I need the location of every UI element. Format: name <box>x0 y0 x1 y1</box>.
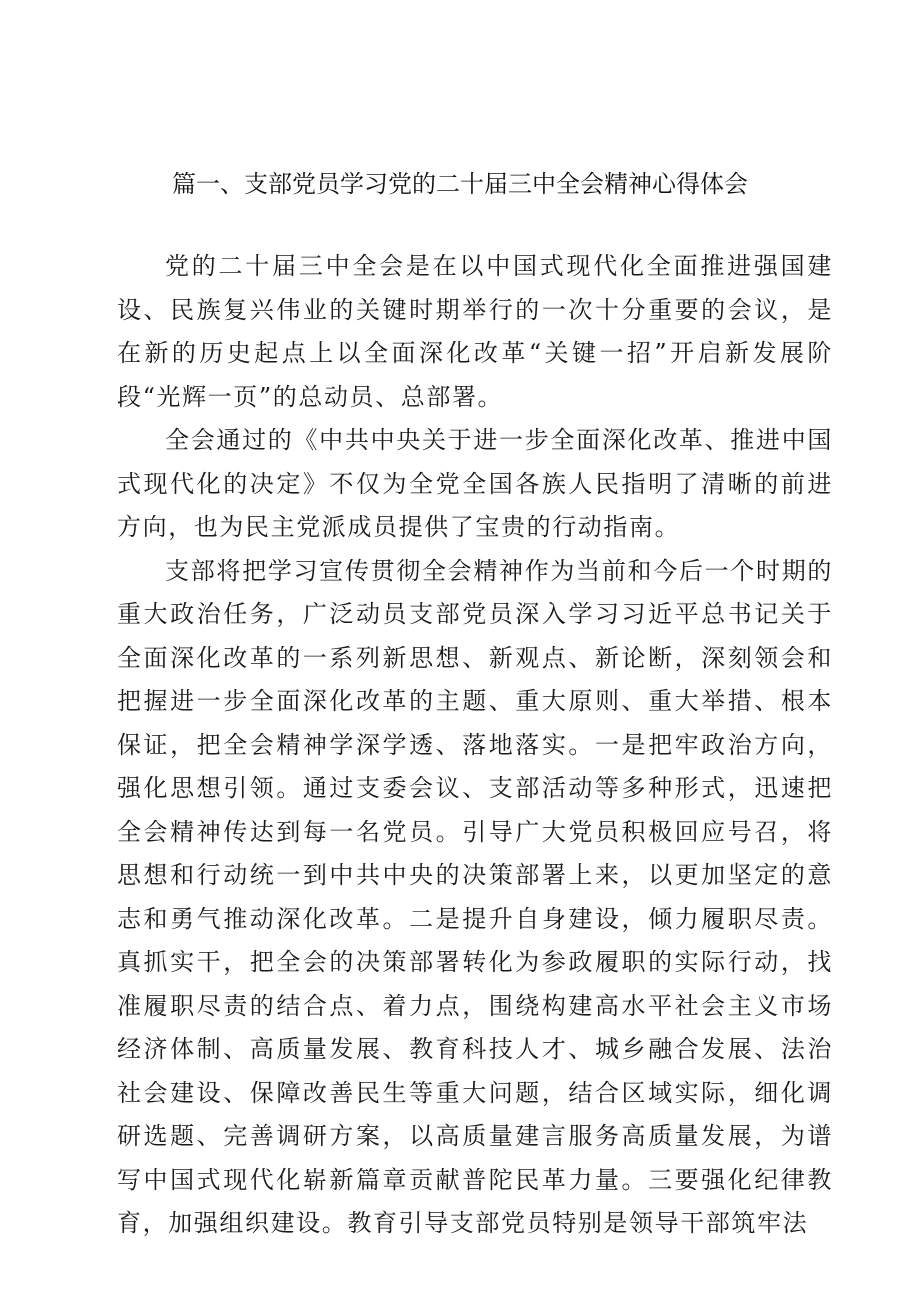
paragraph-2: 全会通过的《中共中央关于进一步全面深化改革、推进中国式现代化的决定》不仅为全党全国各族人民指明了清晰的前进方向，也为民主党派成员提供了宝贵的行动指南。 <box>117 426 833 541</box>
document-title: 篇一、支部党员学习党的二十届三中全会精神心得体会 <box>172 170 748 198</box>
document-body <box>117 245 833 1246</box>
paragraph-1: 党的二十届三中全会是在以中国式现代化全面推进强国建设、民族复兴伟业的关键时期举行的一次十分重要的会议，是在新的历史起点上以全面深化改革“关键一招”开启新发展阶段“光辉一页”的总动员、总部署。 <box>117 252 833 411</box>
paragraph-3: 支部将把学习宣传贯彻全会精神作为当前和今后一个时期的重大政治任务，广泛动员支部党员深入学习习近平总书记关于全面深化改革的一系列新思想、新观点、新论断，深刻领会和把握进一步全面深化改革的主题、重大原则、重大举措、根本保证，把全会精神学深学透、落地落实。一是把牢政治方向，强化思想引领。通过支委会议、支部活动等多种形式，迅速把全会精神传达到每一名党员。引导广大党员积极回应号召，将思想和行动统一到中共中央的决策部署上来，以更加坚定的意志和勇气推动深化改革。二是提升自身建设，倾力履职尽责。真抓实干，把全会的决策部署转化为参政履职的实际行动，找准履职尽责的结合点、着力点，围绕构建高水平社会主义市场经济体制、高质量发展、教育科技人才、城乡融合发展、法治社会建设、保障改善民生等重大问题，结合区域实际，细化调研选题、完善调研方案，以高质量建言服务高质量发展，为谱写中国式现代化崭新篇章贡献普陀民革力量。三要强化纪律教育，加强组织建设。教育引导支部党员特别是领导干部筑牢法 <box>117 556 833 1237</box>
